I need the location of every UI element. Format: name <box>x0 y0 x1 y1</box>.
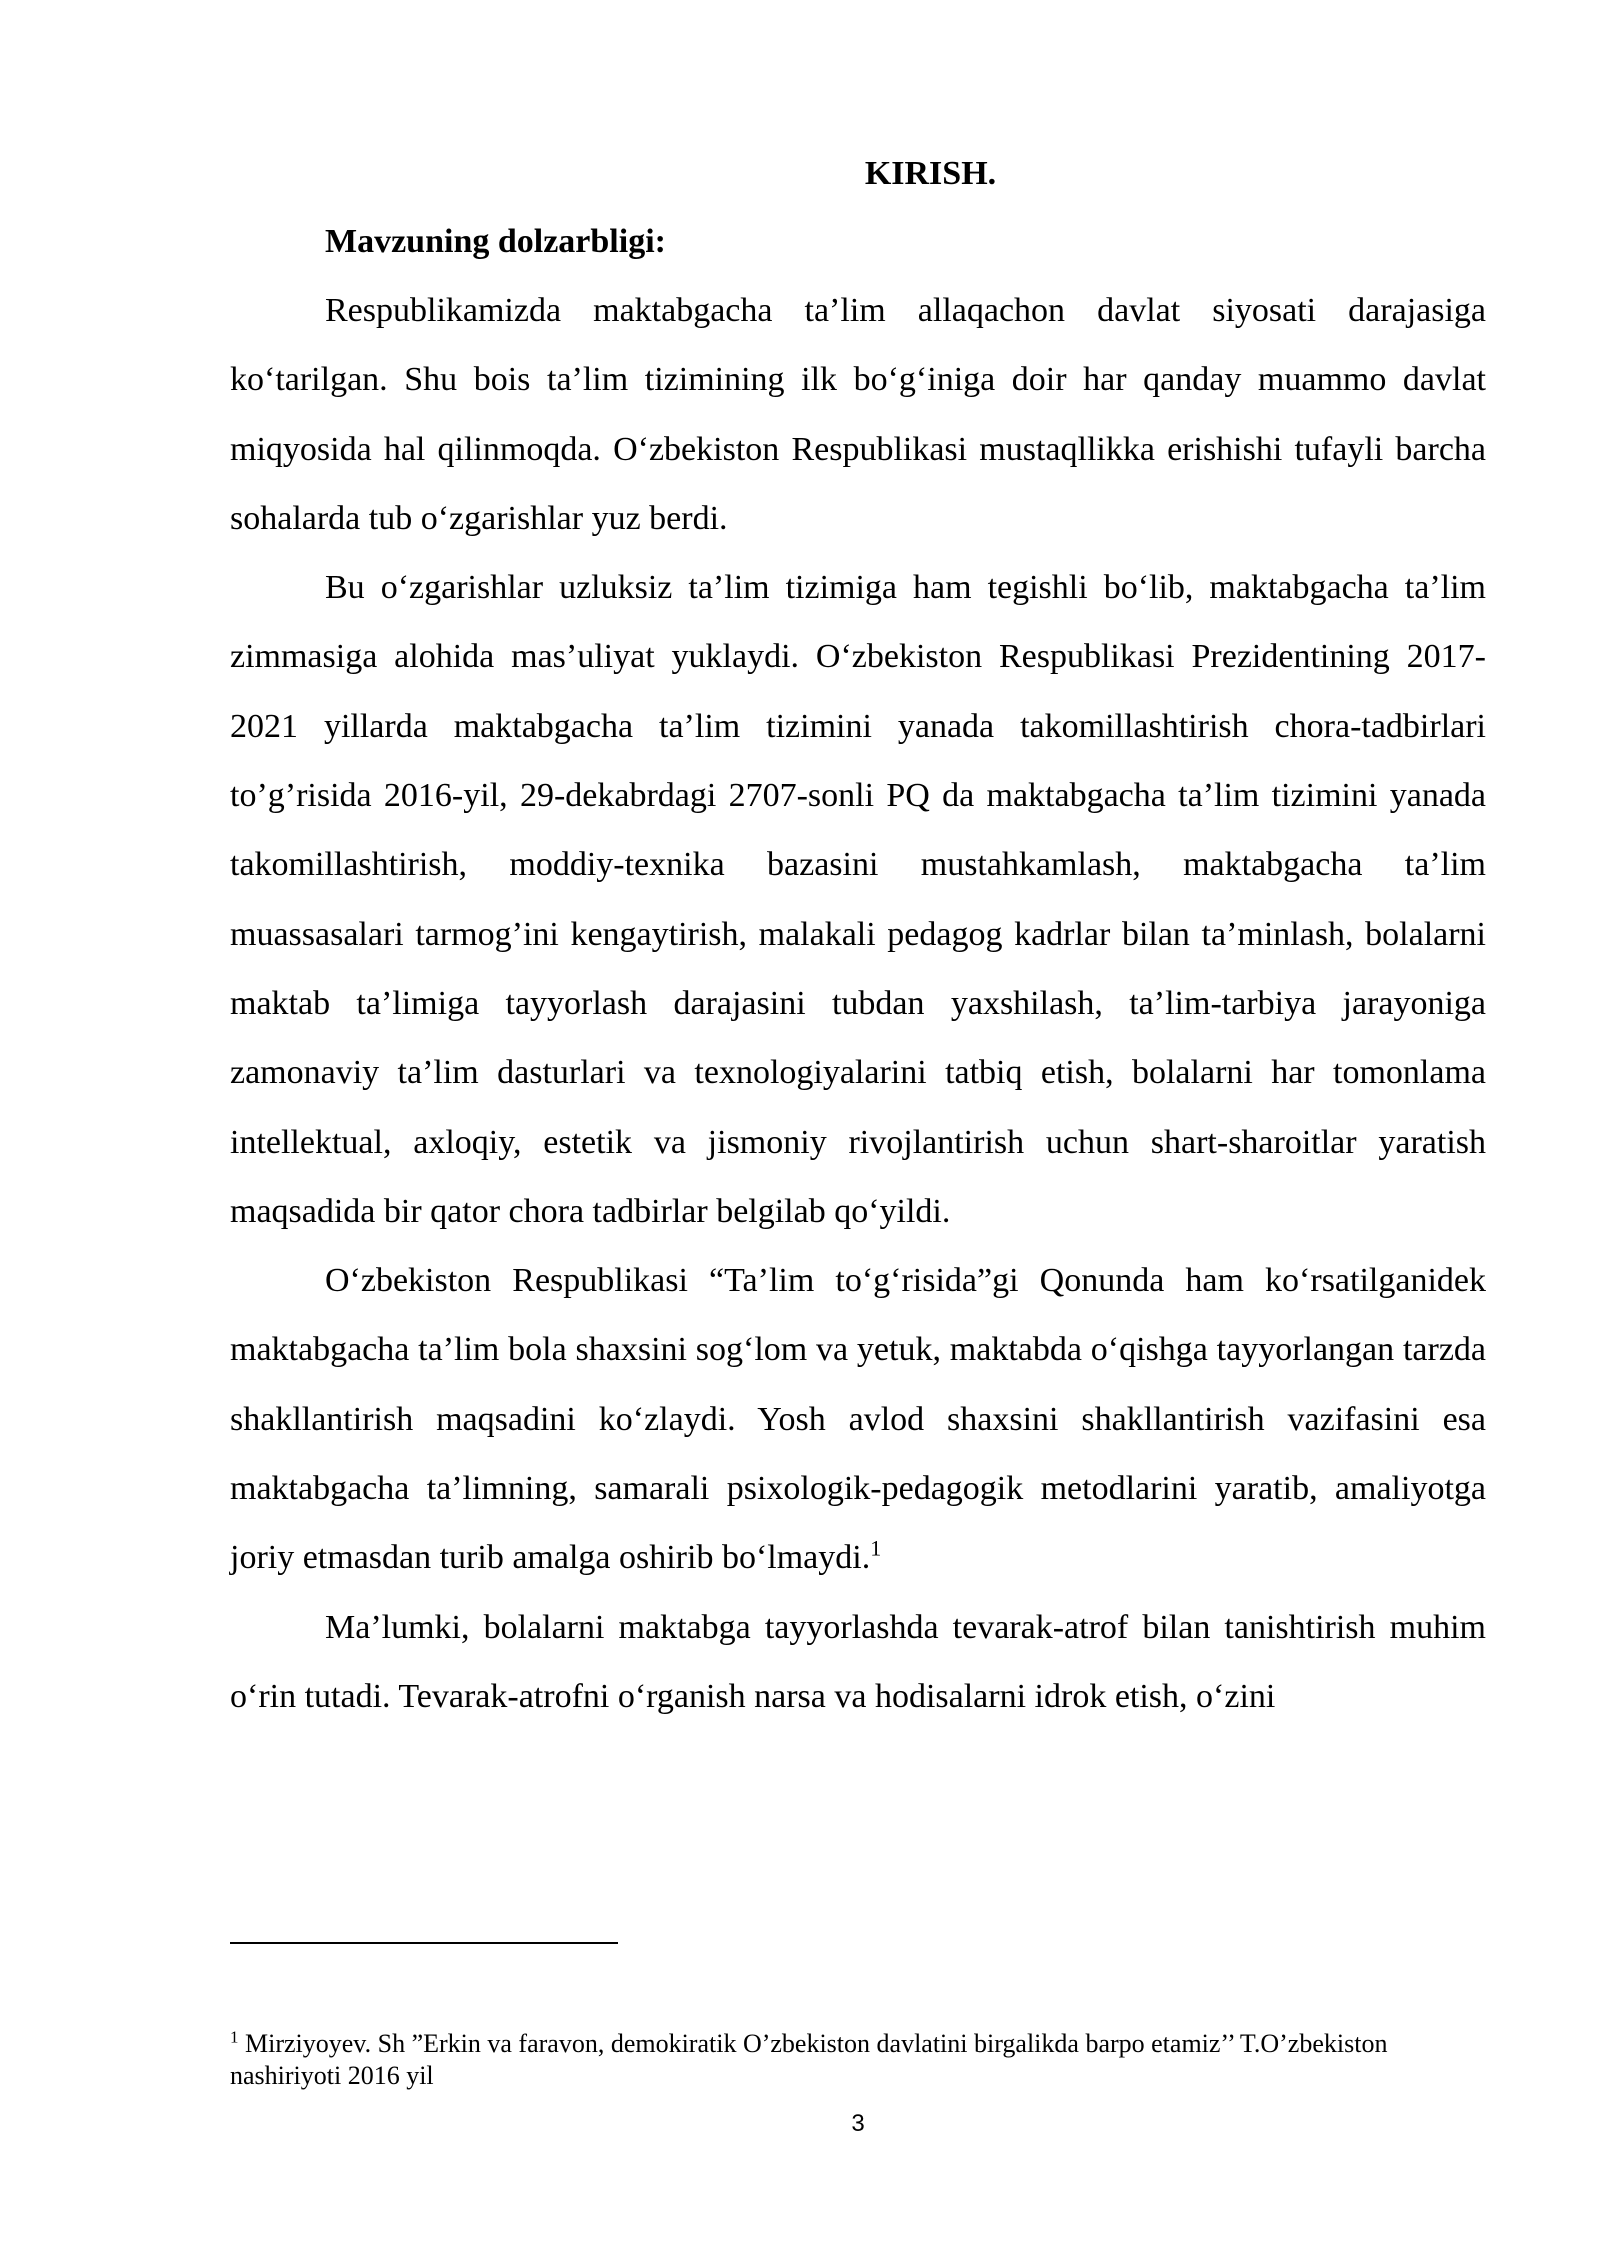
paragraph-4: Ma’lumki, bolalarni maktabga tayyorlashda tevarak-atrof bilan tanishtirish muhim o‘rin tutadi. Tevarak-atrofni o‘rganish narsa va hodisalarni idrok etish, o‘zini <box>230 1608 1486 1715</box>
footnote <box>230 2028 1486 2092</box>
document-title: KIRISH. <box>864 155 997 192</box>
page-number: 3 <box>851 2110 865 2137</box>
paragraph-1: Respublikamizda maktabgacha ta’lim allaqachon davlat siyosati darajasiga ko‘tarilgan. Shu bois ta’lim tizimining ilk bo‘g‘iniga doir har qanday muammo davlat miqyosida hal qilinmoqda. O‘zbekiston Respublikasi mustaqllikka erishishi tufayli barcha sohalarda tub o‘zgarishlar yuz berdi. <box>230 292 1486 537</box>
footnote-text: Mirziyoyev. Sh ”Erkin va faravon, demokiratik O’zbekiston davlatini birgalikda barpo etamiz’’ T.O’zbekiston nashiriyoti 2016 yil <box>230 2029 1388 2090</box>
paragraph-3 <box>230 1246 1486 1592</box>
document-body <box>230 140 1486 1731</box>
paragraph-3-text: O‘zbekiston Respublikasi “Ta’lim to‘g‘risida”gi Qonunda ham ko‘rsatilganidek maktabgacha ta’lim bola shaxsini sog‘lom va yetuk, maktabda o‘qishga tayyorlangan tarzda shakllantirish maqsadini ko‘zlaydi. Yosh avlod shaxsini shakllantirish vazifasini esa maktabgacha ta’limning, samarali psixologik-pedagogik metodlarini yaratib, amaliyotga joriy etmasdan turib amalga oshirib bo‘lmaydi. <box>230 1262 1486 1577</box>
footnote-reference[interactable]: 1 <box>870 1536 882 1562</box>
footnote-marker: 1 <box>230 2027 239 2047</box>
section-heading: Mavzuning dolzarbligi: <box>325 223 666 260</box>
footnote-separator <box>230 1942 618 1944</box>
paragraph-2: Bu o‘zgarishlar uzluksiz ta’lim tizimiga ham tegishli bo‘lib, maktabgacha ta’lim zimmasiga alohida mas’uliyat yuklaydi. O‘zbekiston Respublikasi Prezidentining 2017-2021 yillarda maktabgacha ta’lim tizimini yanada takomillashtirish chora-tadbirlari to’g’risida 2016-yil, 29-dekabrdagi 2707-sonli PQ da maktabgacha ta’lim tizimini yanada takomillashtirish, moddiy-texnika bazasini mustahkamlash, maktabgacha ta’lim muassasalari tarmog’ini kengaytirish, malakali pedagog kadrlar bilan ta’minlash, bolalarni maktab ta’limiga tayyorlash darajasini tubdan yaxshilash, ta’lim-tarbiya jarayoniga zamonaviy ta’lim dasturlari va texnologiyalarini tatbiq etish, bolalarni har tomonlama intellektual, axloqiy, estetik va jismoniy rivojlantirish uchun shart-sharoitlar yaratish maqsadida bir qator chora tadbirlar belgilab qo‘yildi. <box>230 569 1486 1230</box>
